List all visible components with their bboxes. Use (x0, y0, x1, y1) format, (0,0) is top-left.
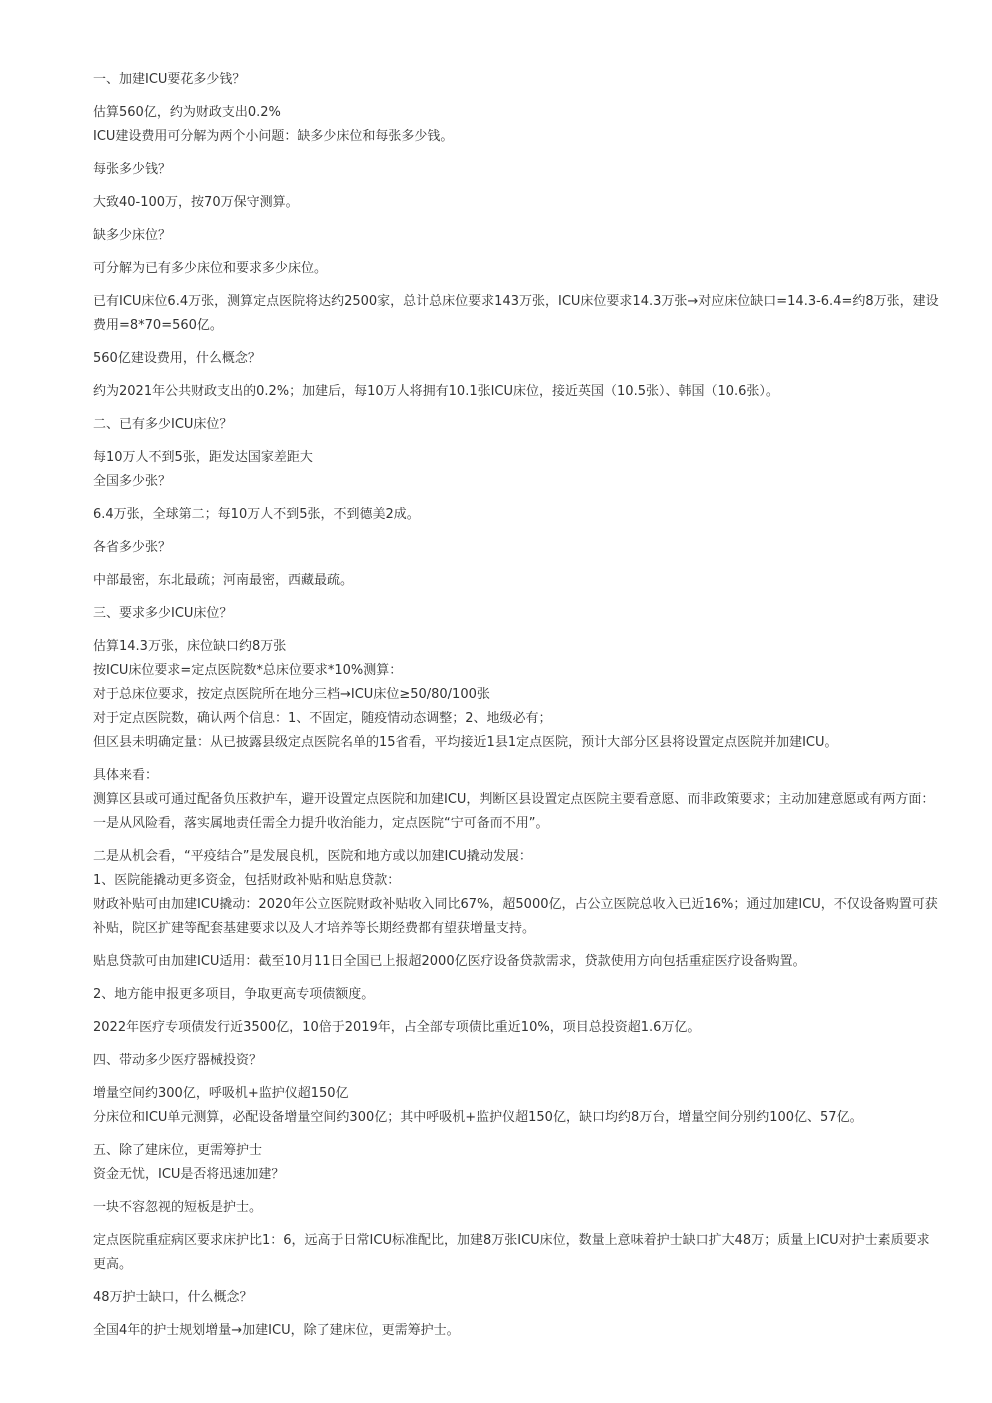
paragraph: 财政补贴可由加建ICU撬动：2020年公立医院财政补贴收入同比67%，超5000亿，占公立医院总收入已近16%；通过加建ICU，不仅设备购置可获补贴，院区扩建等配套基建要求以及人才培养等长期经费都有望获增量支持。 (93, 897, 938, 936)
paragraph: 按ICU床位要求=定点医院数*总床位要求*10%测算： (93, 663, 403, 678)
paragraph: 测算区县或可通过配备负压救护车，避开设置定点医院和加建ICU，判断区县设置定点医院主要看意愿、而非政策要求；主动加建意愿或有两方面： (93, 792, 935, 807)
paragraph: 定点医院重症病区要求床护比1：6，远高于日常ICU标准配比，加建8万张ICU床位，数量上意味着护士缺口扩大48万；质量上ICU对护士素质要求更高。 (93, 1233, 930, 1272)
paragraph: 约为2021年公共财政支出的0.2%；加建后，每10万人将拥有10.1张ICU床位，接近英国（10.5张）、韩国（10.6张）。 (93, 384, 779, 399)
document-body (93, 68, 941, 1343)
paragraph: 估算14.3万张，床位缺口约8万张 (93, 639, 287, 654)
paragraph: 四、带动多少医疗器械投资？ (93, 1053, 263, 1068)
paragraph: 一、加建ICU要花多少钱？ (93, 72, 246, 87)
paragraph: 增量空间约300亿，呼吸机+监护仪超150亿 (93, 1086, 349, 1101)
paragraph: 一是从风险看，落实属地责任需全力提升收治能力，定点医院“宁可备而不用”。 (93, 816, 549, 831)
paragraph: 大致40-100万，按70万保守测算。 (93, 195, 299, 210)
paragraph: 具体来看： (93, 768, 159, 783)
paragraph: 贴息贷款可由加建ICU适用：截至10月11日全国已上报超2000亿医疗设备贷款需求，贷款使用方向包括重症医疗设备购置。 (93, 954, 806, 969)
paragraph: 每10万人不到5张，距发达国家差距大 (93, 450, 313, 465)
paragraph: 缺多少床位？ (93, 228, 172, 243)
paragraph: 五、除了建床位，更需筹护士 (93, 1143, 263, 1158)
paragraph: 对于定点医院数，确认两个信息：1、不固定，随疫情动态调整；2、地级必有； (93, 711, 552, 726)
paragraph: 分床位和ICU单元测算，必配设备增量空间约300亿；其中呼吸机+监护仪超150亿，缺口均约8万台，增量空间分别约100亿、57亿。 (93, 1110, 863, 1125)
paragraph: 6.4万张，全球第二；每10万人不到5张，不到德美2成。 (93, 507, 420, 522)
paragraph: 估算560亿，约为财政支出0.2% (93, 105, 281, 120)
paragraph: 每张多少钱？ (93, 162, 172, 177)
paragraph: 资金无忧，ICU是否将迅速加建？ (93, 1167, 285, 1182)
paragraph: 1、医院能撬动更多资金，包括财政补贴和贴息贷款： (93, 873, 401, 888)
paragraph: 二、已有多少ICU床位？ (93, 417, 233, 432)
paragraph: 二是从机会看，“平疫结合”是发展良机，医院和地方或以加建ICU撬动发展： (93, 849, 532, 864)
paragraph: 可分解为已有多少床位和要求多少床位。 (93, 261, 328, 276)
paragraph: 对于总床位要求，按定点医院所在地分三档→ICU床位≥50/80/100张 (93, 687, 490, 702)
paragraph: 全国多少张？ (93, 474, 172, 489)
paragraph: 560亿建设费用，什么概念？ (93, 351, 261, 366)
paragraph: 中部最密，东北最疏；河南最密，西藏最疏。 (93, 573, 354, 588)
paragraph: 2022年医疗专项债发行近3500亿，10倍于2019年，占全部专项债比重近10%，项目总投资超1.6万亿。 (93, 1020, 701, 1035)
paragraph: 三、要求多少ICU床位？ (93, 606, 233, 621)
paragraph: ICU建设费用可分解为两个小问题：缺多少床位和每张多少钱。 (93, 129, 454, 144)
paragraph: 全国4年的护士规划增量→加建ICU，除了建床位，更需筹护士。 (93, 1323, 460, 1338)
paragraph: 2、地方能申报更多项目，争取更高专项债额度。 (93, 987, 375, 1002)
paragraph: 各省多少张？ (93, 540, 172, 555)
paragraph: 已有ICU床位6.4万张，测算定点医院将达约2500家，总计总床位要求143万张，ICU床位要求14.3万张→对应床位缺口=14.3-6.4=约8万张，建设费用=8*70=560亿。 (93, 294, 939, 333)
paragraph: 一块不容忽视的短板是护士。 (93, 1200, 263, 1215)
paragraph: 但区县未明确定量：从已披露县级定点医院名单的15省看，平均接近1县1定点医院，预计大部分区县将设置定点医院并加建ICU。 (93, 735, 838, 750)
paragraph: 48万护士缺口，什么概念？ (93, 1290, 253, 1305)
